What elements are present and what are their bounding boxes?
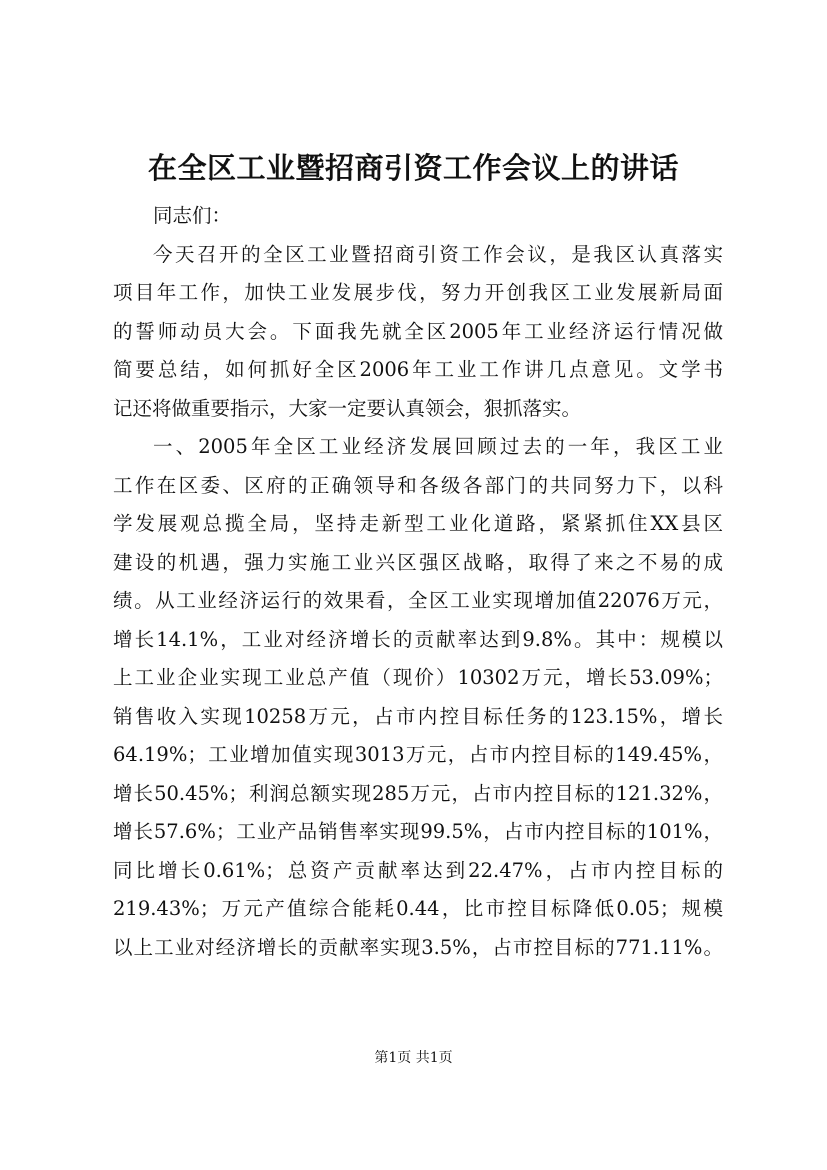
text-line: 今天召开的全区工业暨招商引资工作会议，是我区认真落实 — [153, 242, 723, 266]
text-line: 建设的机遇，强力实施工业兴区强区战略，取得了来之不易的成 — [113, 550, 723, 574]
text-line: 增长14.1%，工业对经济增长的贡献率达到9.8%。其中：规模以 — [113, 627, 723, 651]
document-body — [113, 197, 723, 967]
text-line: 学发展观总揽全局，坚持走新型工业化道路，紧紧抓住XX县区 — [113, 512, 723, 535]
text-line: 上工业企业实现工业总产值（现价）10302万元，增长53.09%； — [113, 666, 723, 689]
text-line: 一、2005年全区工业经济发展回顾过去的一年，我区工业 — [153, 435, 723, 458]
text-line: 以上工业对经济增长的贡献率实现3.5%，占市控目标的771.11%。 — [113, 935, 723, 959]
text-line: 销售收入实现10258万元，占市内控目标任务的123.15%，增长 — [113, 704, 723, 728]
text-line: 64.19%；工业增加值实现3013万元，占市内控目标的149.45%， — [113, 743, 723, 766]
text-line: 绩。从工业经济运行的效果看，全区工业实现增加值22076万元， — [113, 589, 723, 612]
text-line: 同志们： — [153, 204, 232, 227]
text-line: 的誓师动员大会。下面我先就全区2005年工业经济运行情况做 — [113, 319, 723, 343]
text-line: 记还将做重要指示，大家一定要认真领会，狠抓落实。 — [113, 396, 582, 420]
text-line: 简要总结，如何抓好全区2006年工业工作讲几点意见。文学书 — [113, 358, 723, 381]
text-line: 增长50.45%；利润总额实现285万元，占市内控目标的121.32%， — [113, 781, 723, 805]
text-line: 同比增长0.61%；总资产贡献率达到22.47%，占市内控目标的 — [113, 858, 723, 882]
page-footer: 第1页 共1页 — [374, 1050, 453, 1066]
text-line: 219.43%；万元产值综合能耗0.44，比市控目标降低0.05；规模 — [113, 897, 723, 920]
text-line: 工作在区委、区府的正确领导和各级各部门的共同努力下，以科 — [113, 473, 723, 497]
document-title: 在全区工业暨招商引资工作会议上的讲话 — [147, 151, 679, 185]
text-line: 项目年工作，加快工业发展步伐，努力开创我区工业发展新局面 — [113, 281, 723, 304]
text-line: 增长57.6%；工业产品销售率实现99.5%，占市内控目标的101%， — [113, 820, 723, 843]
